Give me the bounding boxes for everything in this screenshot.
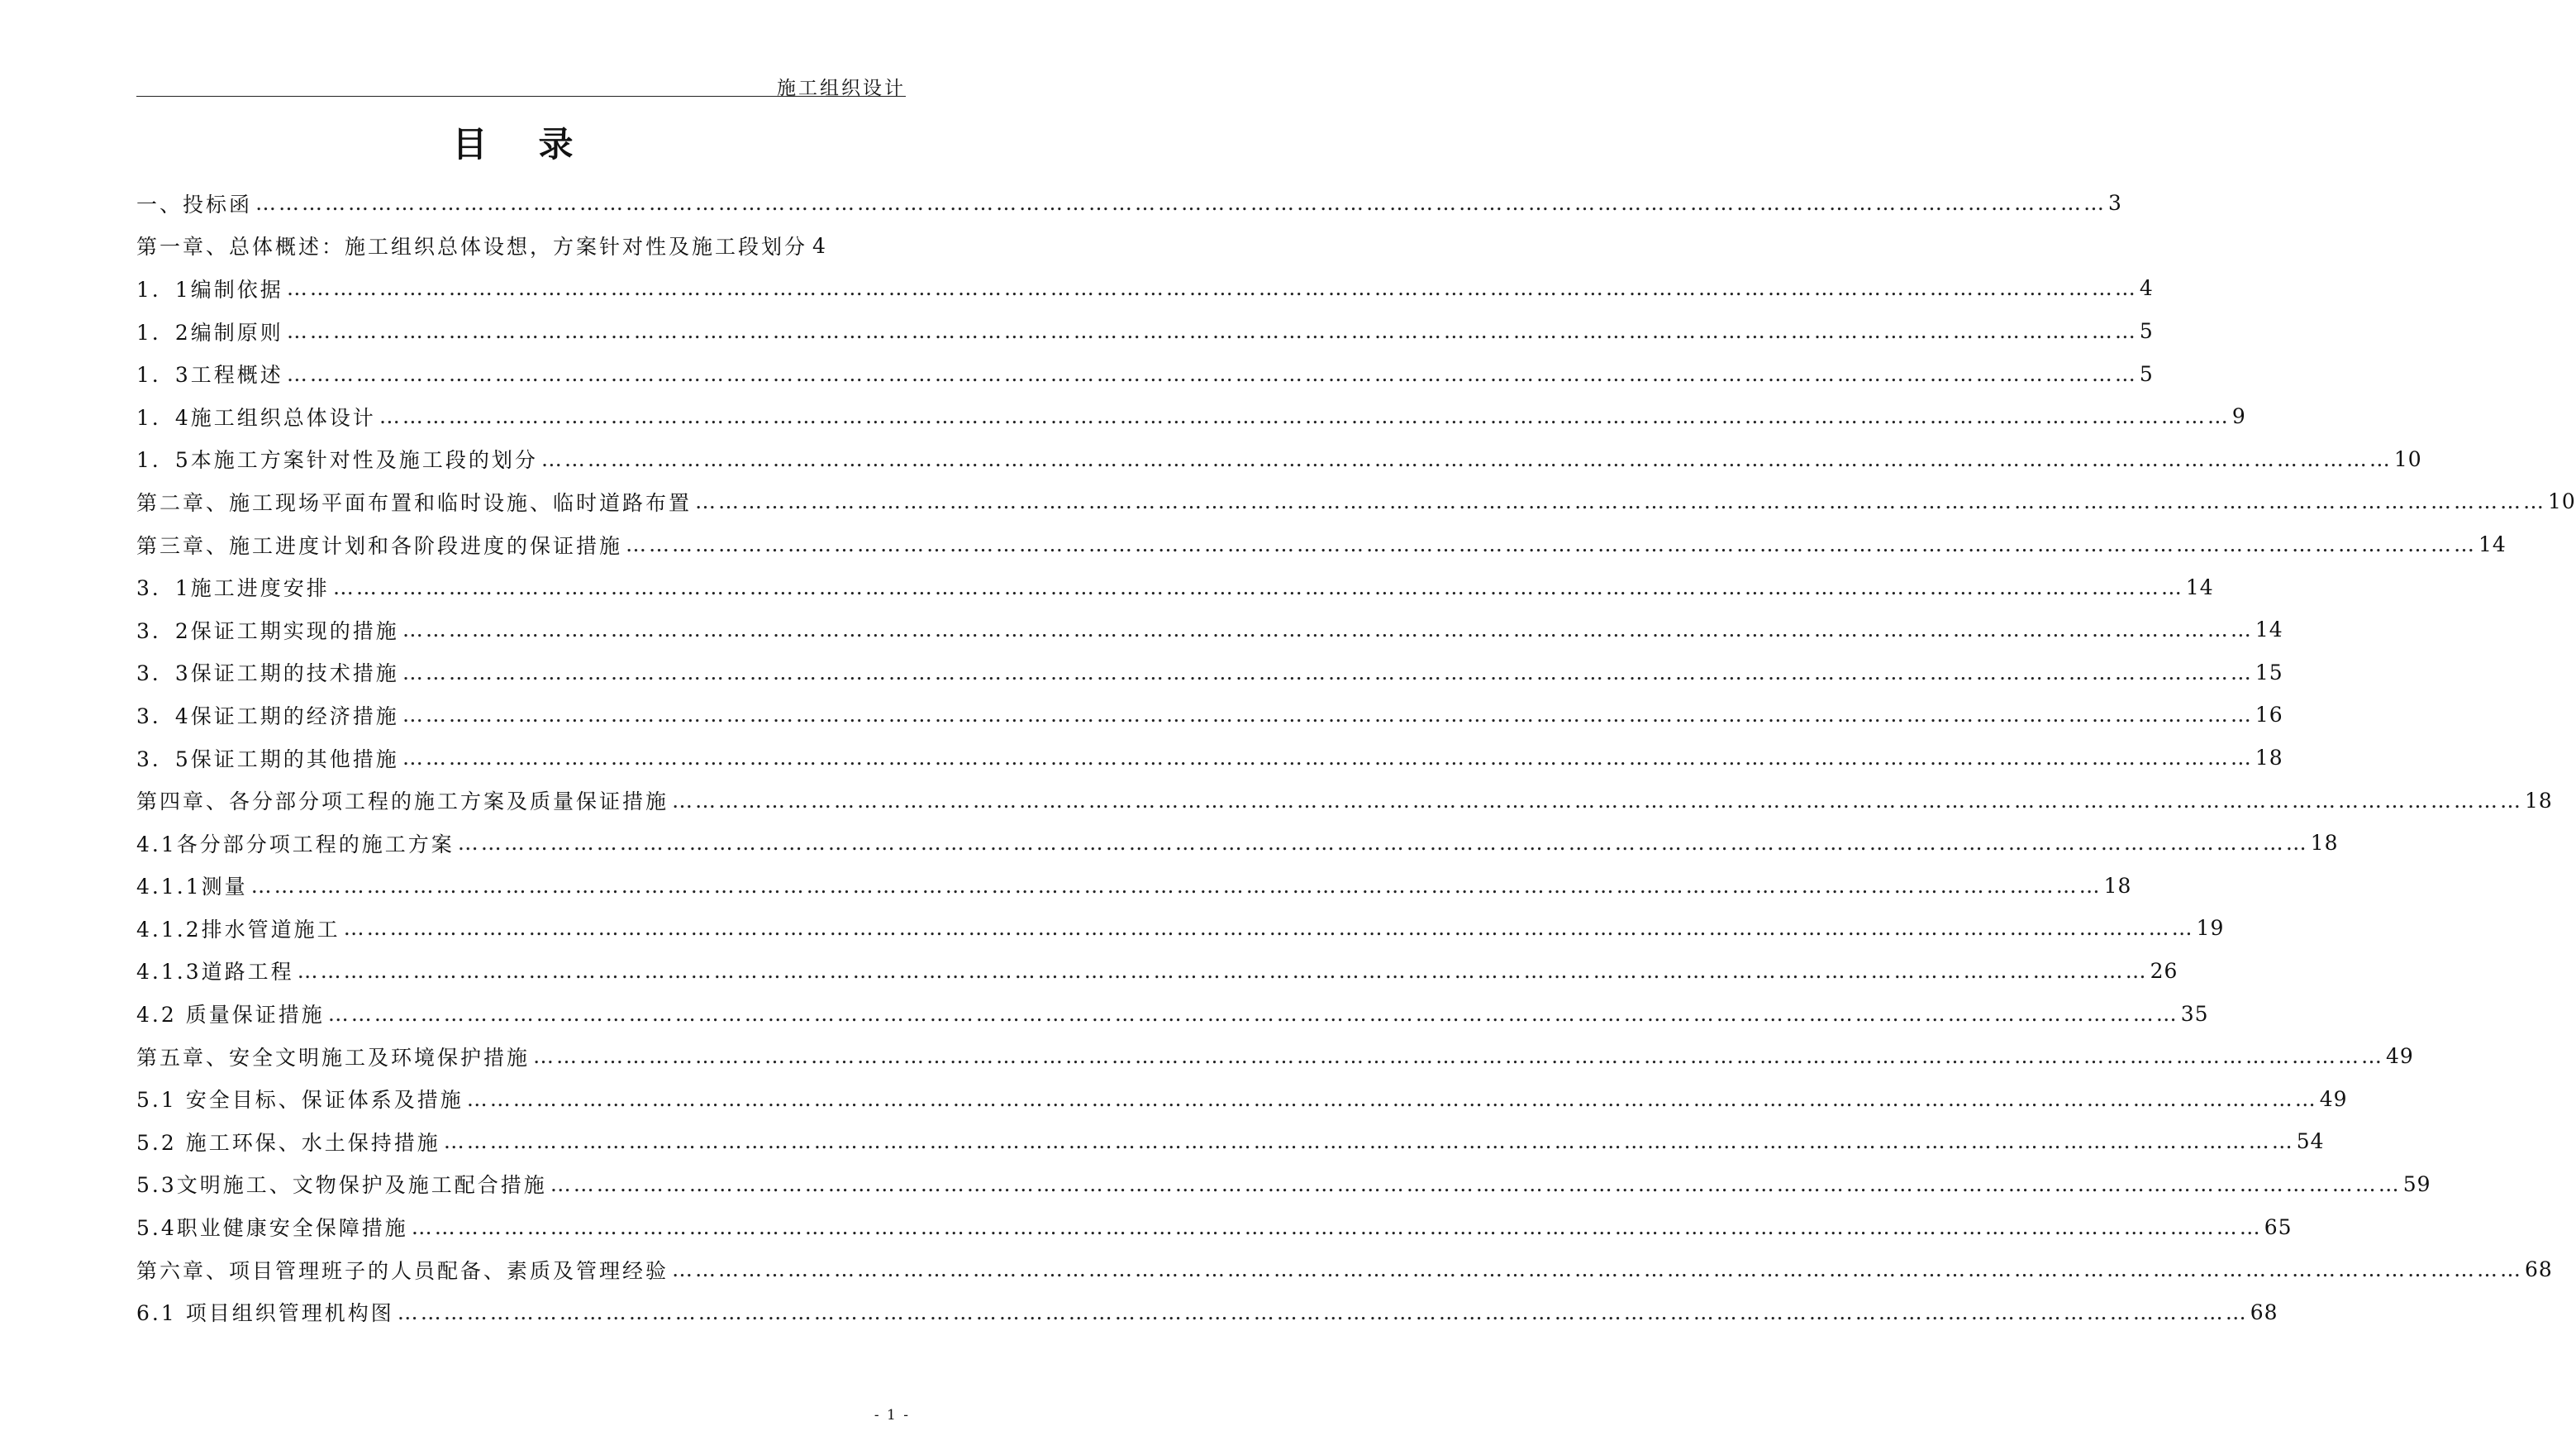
toc-entry[interactable] [136,523,2507,566]
toc-dot-leader: …………………………………………………………………………………………………………………………………………………………………………………………………………………… [695,489,2547,514]
toc-entry-label: 4.1各分部分项工程的施工方案 [136,832,455,856]
toc-entry-page: 16 [2255,703,2283,727]
toc-entry-page: 19 [2196,916,2225,941]
toc-dot-leader: …………………………………………………………………………………………………………………………………………………………………………………………………………………… [286,361,2138,386]
toc-entry-label: 6.1 项目组织管理机构图 [136,1301,394,1326]
toc-entry[interactable] [136,1205,2293,1248]
toc-entry-label: 一、投标函 [136,192,253,217]
toc-entry-label: 1．2编制原则 [136,320,283,345]
toc-entry-label: 第六章、项目管理班子的人员配备、素质及管理经验 [136,1258,669,1283]
toc-dot-leader: …………………………………………………………………………………………………………………………………………………………………………………………………………………… [327,1001,2179,1026]
toc-entry-page: 59 [2402,1171,2431,1196]
title-char-2: 录 [538,124,574,165]
toc-entry-label: 第三章、施工进度计划和各阶段进度的保证措施 [136,533,623,558]
toc-dot-leader: …………………………………………………………………………………………………………………………………………………………………………………………………………………… [402,746,2254,770]
toc-dot-leader: …………………………………………………………………………………………………………………………………………………………………………………………………………………… [343,916,2195,941]
toc-dot-leader: …………………………………………………………………………………………………………………………………………………………………………………………………………………… [411,1214,2263,1239]
toc-entry-label: 第二章、施工现场平面布置和临时设施、临时道路布置 [136,490,693,515]
toc-entry[interactable] [136,950,2178,993]
toc-dot-leader: …………………………………………………………………………………………………………………………………………………………………………………………………………………… [466,1086,2318,1111]
toc-entry[interactable] [136,822,2339,865]
toc-entry[interactable] [136,1035,2414,1078]
toc-entry[interactable] [136,907,2225,950]
toc-dot-leader: …………………………………………………………………………………………………………………………………………………………………………………………………………………… [626,532,2478,557]
toc-dot-leader: …………………………………………………………………………………………………………………………………………………………………………………………………………………… [540,446,2393,471]
toc-entry-label: 1．3工程概述 [136,363,283,388]
toc-dot-leader: …………………………………………………………………………………………………………………………………………………………………………………………………………………… [533,1044,2385,1069]
toc-entry-label: 5.2 施工环保、水土保持措施 [136,1130,440,1155]
toc-entry-page: 14 [2255,618,2283,642]
toc-dot-leader: …………………………………………………………………………………………………………………………………………………………………………………………………………………… [457,831,2309,856]
toc-entry-label: 4.1.1测量 [136,875,248,899]
toc-entry-label: 1．5本施工方案针对性及施工段的划分 [136,448,538,473]
toc-dot-leader: …………………………………………………………………………………………………………………………………………………………………………………………………………………… [332,575,2184,599]
toc-entry-page: 35 [2180,1001,2209,1026]
toc-entry[interactable] [136,182,2122,225]
toc-entry-label: 3．4保证工期的经济措施 [136,704,399,728]
toc-entry-page: 18 [2525,788,2553,813]
toc-entry-page: 26 [2150,958,2178,983]
toc-dot-leader: …………………………………………………………………………………………………………………………………………………………………………………………………………………… [397,1300,2249,1324]
toc-entry-label: 1．4施工组织总体设计 [136,405,376,430]
toc-entry[interactable] [136,480,2576,523]
toc-entry[interactable] [136,865,2132,908]
toc-entry-label: 3．3保证工期的技术措施 [136,661,399,686]
toc-entry-page: 14 [2478,532,2507,557]
toc-entry-label: 第五章、安全文明施工及环境保护措施 [136,1045,531,1070]
toc-entry-page: 54 [2296,1129,2325,1154]
toc-dot-leader: …………………………………………………………………………………………………………………………………………………………………………………………………………………… [550,1171,2402,1196]
toc-entry-page: 10 [2393,446,2422,471]
toc-entry-page: 10 [2548,489,2576,514]
toc-dot-leader: …………………………………………………………………………………………………………………………………………………………………………………………………………………… [286,319,2138,344]
toc-entry-page: 18 [2103,873,2132,898]
toc-entry-page: 49 [2319,1086,2348,1111]
toc-entry-label: 5.4职业健康安全保障措施 [136,1216,408,1241]
toc-entry-page: 4 [2139,276,2154,301]
page-number: - 1 - [874,1407,910,1424]
toc-dot-leader: …………………………………………………………………………………………………………………………………………………………………………………………………………………… [286,276,2138,301]
toc-dot-leader: …………………………………………………………………………………………………………………………………………………………………………………………………………………… [379,404,2231,429]
toc-entry[interactable] [136,565,2214,608]
toc-entry[interactable] [136,267,2154,310]
toc-dot-leader: …………………………………………………………………………………………………………………………………………………………………………………………………………………… [250,873,2102,898]
toc-entry[interactable] [136,1248,2553,1291]
table-of-contents [136,182,2576,1333]
toc-dot-leader: …………………………………………………………………………………………………………………………………………………………………………………………………………………… [672,788,2524,813]
toc-entry-label: 第四章、各分部分项工程的施工方案及质量保证措施 [136,789,669,814]
toc-entry-page: 5 [2139,319,2154,344]
toc-entry-page: 14 [2185,575,2214,599]
toc-entry[interactable] [136,395,2246,438]
header-rule [136,96,906,97]
toc-entry-label: 5.3文明施工、文物保护及施工配合措施 [136,1173,547,1198]
toc-entry[interactable] [136,651,2283,694]
toc-entry[interactable] [136,1163,2431,1206]
toc-dot-leader: …………………………………………………………………………………………………………………………………………………………………………………………………………………… [443,1129,2295,1154]
toc-dot-leader: …………………………………………………………………………………………………………………………………………………………………………………………………………………… [402,618,2254,642]
toc-entry-page: 3 [2108,191,2122,216]
toc-dot-leader: …………………………………………………………………………………………………………………………………………………………………………………………………………………… [255,191,2107,216]
toc-dot-leader: …………………………………………………………………………………………………………………………………………………………………………………………………………………… [402,660,2254,684]
toc-entry[interactable] [136,737,2283,780]
toc-entry-label: 4.2 质量保证措施 [136,1003,325,1028]
toc-entry[interactable] [136,608,2283,651]
toc-entry[interactable] [136,779,2553,822]
toc-entry[interactable] [136,1077,2348,1120]
toc-entry[interactable] [136,310,2154,353]
toc-dot-leader: …………………………………………………………………………………………………………………………………………………………………………………………………………………… [297,958,2149,983]
page-title [0,117,1026,167]
toc-entry[interactable] [136,225,826,268]
toc-entry[interactable] [136,352,2154,395]
toc-entry-page: 68 [2525,1257,2553,1282]
toc-entry-label: 3．5保证工期的其他措施 [136,746,399,771]
toc-entry-label: 1．1编制依据 [136,277,283,302]
toc-entry-page: 49 [2386,1044,2414,1069]
running-header: 施工组织设计 [777,78,906,99]
toc-entry-page: 18 [2255,746,2283,770]
toc-entry[interactable] [136,1290,2278,1333]
toc-entry[interactable] [136,438,2422,481]
toc-entry-label: 第一章、总体概述：施工组织总体设想，方案针对性及施工段划分 [136,235,808,260]
toc-entry-page: 9 [2231,404,2246,429]
toc-entry[interactable] [136,1120,2325,1163]
toc-dot-leader: …………………………………………………………………………………………………………………………………………………………………………………………………………………… [672,1257,2524,1282]
toc-entry[interactable] [136,694,2283,737]
toc-entry-page: 68 [2250,1300,2278,1324]
toc-entry-page: 4 [812,233,826,258]
toc-entry-label: 3．1施工进度安排 [136,576,330,601]
toc-entry-page: 18 [2310,831,2339,856]
toc-entry-label: 4.1.2排水管道施工 [136,917,340,942]
toc-entry-page: 65 [2264,1214,2293,1239]
toc-entry-page: 5 [2139,361,2154,386]
toc-entry-label: 4.1.3道路工程 [136,960,294,985]
toc-dot-leader: …………………………………………………………………………………………………………………………………………………………………………………………………………………… [402,703,2254,727]
toc-entry-label: 3．2保证工期实现的措施 [136,618,399,643]
toc-entry-page: 15 [2255,660,2283,684]
toc-entry-label: 5.1 安全目标、保证体系及措施 [136,1088,464,1113]
toc-entry[interactable] [136,992,2209,1035]
title-char-1: 目 [452,124,488,165]
